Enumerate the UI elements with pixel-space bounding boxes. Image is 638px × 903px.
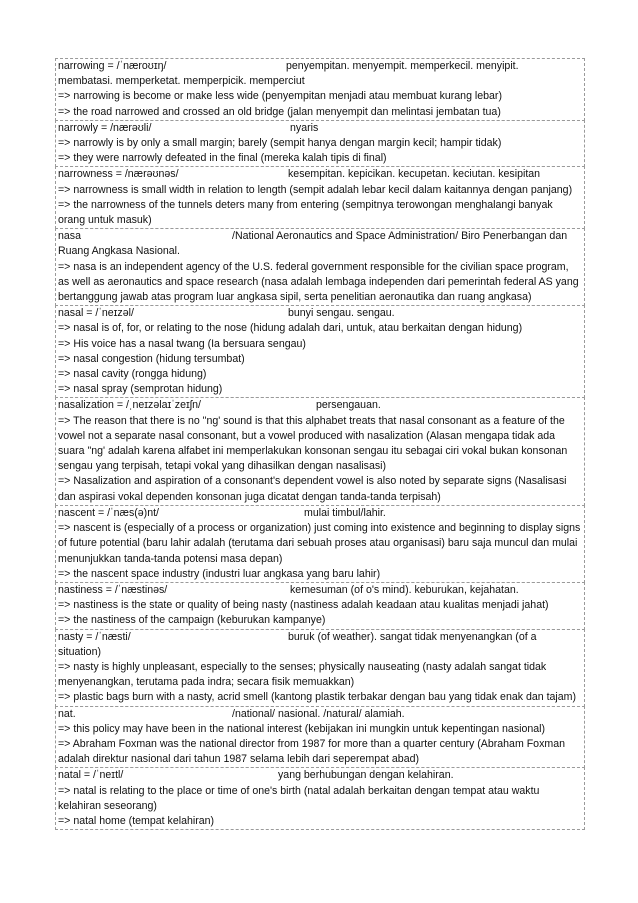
- entry-headword: narrowing = /ˈnæroʊɪŋ/: [58, 60, 167, 72]
- dictionary-entry: [55, 582, 585, 630]
- entry-headline: [58, 306, 582, 321]
- entry-example: => nascent is (especially of a process or organization) just coming into existence and beginning to display signs of future potential (baru lahir adalah (terutama dari sebuah proses atau organisasi) baru saja muncul dan mulai menunjukkan tanda-tanda potensi masa depan): [58, 522, 581, 565]
- entry-example: => nasty is highly unpleasant, especially to the senses; physically nauseating (nasty adalah sangat tidak menyenangkan, terutama pada indra; secara fisik memuakkan): [58, 660, 547, 689]
- entry-definition: /national/ nasional. /natural/ alamiah.: [232, 707, 405, 720]
- entry-definition: /National Aeronautics and Space Administration/ Biro Penerbangan dan: [232, 230, 568, 243]
- entry-example: => nasal is of, for, or relating to the nose (hidung adalah dari, untuk, atau berkaitan dengan hidung): [58, 322, 523, 335]
- dictionary-entry: [55, 706, 585, 769]
- entry-headline: [58, 583, 582, 598]
- dictionary-entry: [55, 120, 585, 168]
- entry-headline: [58, 707, 582, 722]
- entry-headline: [58, 630, 582, 645]
- entry-definition: persengauan.: [316, 399, 381, 412]
- entry-definition-continued: situation): [58, 645, 101, 658]
- entry-example: => Abraham Foxman was the national director from 1987 for more than a quarter century (Abraham Foxman adalah direktur nasional dari tahun 1987 selama lebih dari seperempat abad): [58, 737, 565, 766]
- entry-example: => narrowly is by only a small margin; barely (sempit hanya dengan margin kecil; hampir tidak): [58, 137, 502, 150]
- entry-example: => they were narrowly defeated in the final (mereka kalah tipis di final): [58, 152, 387, 165]
- entry-example: => His voice has a nasal twang (Ia bersuara sengau): [58, 337, 306, 350]
- entry-headword: nastiness = /ˈnæstinəs/: [58, 583, 168, 596]
- entry-example: => nasal congestion (hidung tersumbat): [58, 352, 245, 365]
- entry-headword: nasalization = /ˌneɪzəlaɪˈzeɪʃn/: [58, 399, 201, 412]
- entry-definition-continued: Ruang Angkasa Nasional.: [58, 245, 180, 258]
- dictionary-entry: [55, 166, 585, 229]
- dictionary-entry: [55, 58, 585, 121]
- entry-example: => natal is relating to the place or time of one's birth (natal adalah berkaitan dengan tempat atau waktu kelahiran seseorang): [58, 784, 540, 812]
- entry-definition: mulai timbul/lahir.: [304, 506, 386, 519]
- entry-example: => narrowness is small width in relation to length (sempit adalah lebar kecil dalam kaitannya dengan panjang): [58, 183, 573, 196]
- entry-headline: [58, 768, 582, 783]
- entry-definition: bunyi sengau. sengau.: [288, 307, 395, 320]
- entry-headword: nasty = /ˈnæsti/: [58, 630, 131, 643]
- entry-headline: [58, 506, 582, 521]
- entry-example: => the narrowness of the tunnels deters many from entering (sempitnya terowongan menghalangi banyak orang untuk masuk): [58, 198, 553, 227]
- entry-example: => this policy may have been in the national interest (kebijakan ini mungkin untuk kepentingan nasional): [58, 722, 546, 735]
- entry-headword: narrowness = /nærəʊnəs/: [58, 168, 179, 181]
- entry-example: => nasal spray (semprotan hidung): [58, 383, 223, 396]
- entry-example: => nasa is an independent agency of the U.S. federal government responsible for the civilian space program, as well as aeronautics and space research (nasa adalah lembaga independen dari pemerintah federal AS yang bertanggung jawab atas program luar angkasa sipil, serta penelitian aeronautika dan ruang angkasa): [58, 260, 579, 304]
- entry-headword: nascent = /ˈnæs(ə)nt/: [58, 506, 159, 519]
- dictionary-entry: [55, 767, 585, 830]
- dictionary-page: [55, 59, 585, 830]
- dictionary-entry: [55, 228, 585, 306]
- entry-definition: yang berhubungan dengan kelahiran.: [278, 769, 454, 782]
- entry-headword: nat.: [58, 707, 76, 720]
- entry-definition: kemesuman (of o's mind). keburukan, kejahatan.: [290, 583, 519, 596]
- entry-headline: [58, 229, 582, 244]
- entry-headline: [58, 121, 582, 136]
- entry-headword: nasal = /ˈneɪzəl/: [58, 307, 134, 320]
- entry-headline: [58, 59, 582, 74]
- entry-example: => natal home (tempat kelahiran): [58, 814, 215, 827]
- entry-example: => plastic bags burn with a nasty, acrid smell (kantong plastik terbakar dengan bau yang tidak enak dan tajam): [58, 691, 577, 704]
- entry-headword: natal = /ˈneɪtl/: [58, 769, 124, 782]
- dictionary-entry: [55, 397, 585, 505]
- entry-headword: nasa: [58, 230, 81, 243]
- entry-example: => The reason that there is no "ng' sound is that this alphabet treats that nasal consonant as a feature of the vowel not a separate nasal consonant, but a vowel produced with nasalization (Alasan mengapa tidak ada suara "ng' adalah karena alfabet ini memperlakukan konsonan sengau itu sebagai ciri vokal bukan konsonan sengau yang terpisah, tetapi vokal yang dihasilkan dengan nasalisasi): [58, 414, 568, 473]
- entry-headline: [58, 398, 582, 413]
- entry-definition-continued: membatasi. memperketat. memperpicik. memperciut: [58, 75, 305, 88]
- dictionary-entry: [55, 305, 585, 398]
- entry-example: => narrowing is become or make less wide (penyempitan menjadi atau membuat kurang lebar): [58, 90, 502, 103]
- dictionary-entry: [55, 505, 585, 583]
- entry-definition: kesempitan. kepicikan. kecupetan. keciutan. kesipitan: [288, 168, 541, 181]
- entry-example: => the nastiness of the campaign (keburukan kampanye): [58, 614, 326, 627]
- entry-example: => the road narrowed and crossed an old bridge (jalan menyempit dan melintasi jembatan tua): [58, 105, 501, 118]
- entry-definition: buruk (of weather). sangat tidak menyenangkan (of a: [288, 630, 537, 643]
- entry-example: => nasal cavity (rongga hidung): [58, 368, 207, 381]
- entry-definition: nyaris: [290, 121, 319, 134]
- entry-example: => the nascent space industry (industri luar angkasa yang baru lahir): [58, 567, 381, 580]
- entry-definition: penyempitan. menyempit. memperkecil. menyipit.: [286, 60, 519, 72]
- entry-headline: [58, 167, 582, 182]
- entry-example: => nastiness is the state or quality of being nasty (nastiness adalah keadaan atau kualitas menjadi jahat): [58, 599, 549, 612]
- entry-headword: narrowly = /nærəʊli/: [58, 121, 152, 134]
- entry-example: => Nasalization and aspiration of a consonant's dependent vowel is also noted by separate signs (Nasalisasi dan aspirasi vokal dependen konsonan juga dicatat dengan tanda-tanda terpisah): [58, 475, 567, 503]
- dictionary-entry: [55, 629, 585, 707]
